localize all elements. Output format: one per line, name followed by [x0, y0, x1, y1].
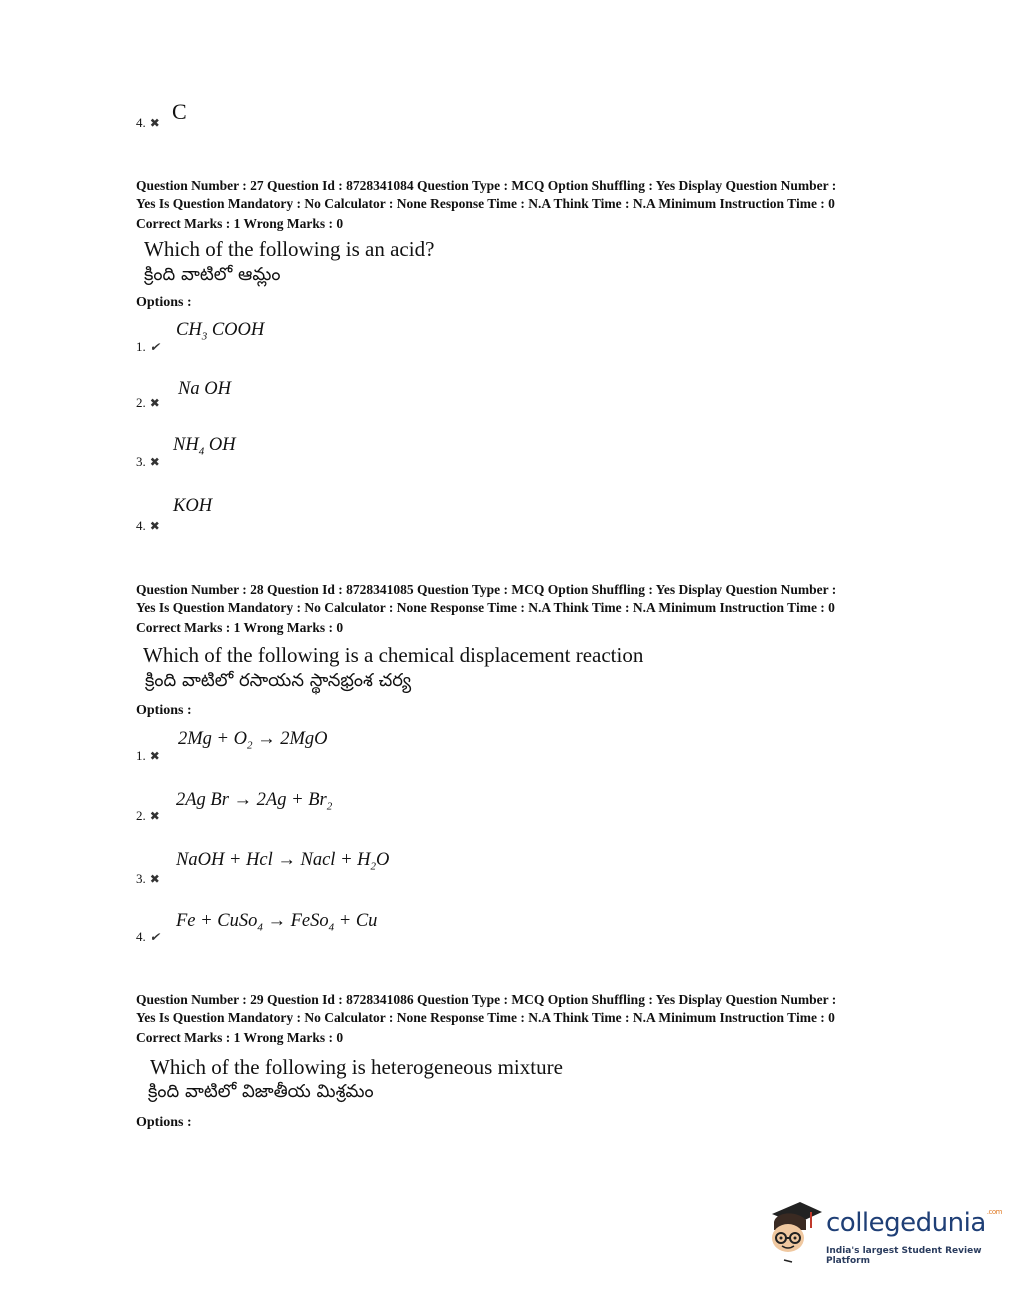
- formula-part: COOH: [207, 320, 265, 340]
- correct-mark-icon: ✔: [149, 340, 160, 354]
- formula-subscript: 2: [370, 860, 377, 873]
- formula-part: 2Ag Br → 2Ag + Br: [176, 790, 327, 810]
- formula-part: → 2MgO: [252, 729, 328, 749]
- formula-part: NaOH + Hcl → Nacl + H: [176, 850, 371, 870]
- option-index: 2.: [136, 395, 146, 410]
- marks-line: Correct Marks : 1 Wrong Marks : 0: [136, 620, 344, 635]
- option-formula: [173, 435, 236, 458]
- option-index: 3.: [136, 871, 146, 886]
- option-number: [136, 748, 160, 764]
- options-label: Options :: [136, 295, 192, 310]
- option-index: 4.: [136, 518, 146, 533]
- wrong-mark-icon: ✖: [149, 749, 160, 763]
- question-29-meta: [136, 991, 906, 1047]
- formula-part: 2Mg + O: [178, 729, 248, 749]
- wrong-mark-icon: ✖: [149, 116, 160, 130]
- option-index: 4.: [136, 929, 146, 944]
- option-index: 1.: [136, 748, 146, 763]
- formula-subscript: 4: [257, 921, 263, 934]
- option-formula: [176, 320, 264, 343]
- option-formula: [176, 911, 377, 934]
- marks-line: Correct Marks : 1 Wrong Marks : 0: [136, 1030, 344, 1045]
- option-formula: [176, 850, 389, 873]
- option-number: [136, 454, 160, 470]
- wrong-mark-icon: ✖: [149, 872, 160, 886]
- question-27-text-en: Which of the following is an acid?: [144, 237, 435, 261]
- option-index: 3.: [136, 454, 146, 469]
- formula-subscript: 2: [247, 739, 253, 752]
- meta-line: Question Number : 29 Question Id : 8728341086 Question Type : MCQ Option Shuffling : Yes Display Question Number :: [136, 992, 837, 1007]
- marks-line: Correct Marks : 1 Wrong Marks : 0: [136, 216, 344, 231]
- formula-part: O: [376, 850, 390, 870]
- formula-subscript: 4: [198, 445, 205, 458]
- option-formula: [176, 790, 332, 813]
- meta-line: Question Number : 27 Question Id : 8728341084 Question Type : MCQ Option Shuffling : Yes Display Question Number :: [136, 178, 837, 193]
- question-29-text-en: Which of the following is heterogeneous mixture: [150, 1055, 563, 1079]
- logo-wordmark: [826, 1208, 1002, 1238]
- formula-subscript: 3: [201, 330, 208, 343]
- question-27-text-te: క్రింది వాటిలో ఆమ్లం: [144, 264, 281, 285]
- meta-line: Question Number : 28 Question Id : 8728341085 Question Type : MCQ Option Shuffling : Yes Display Question Number :: [136, 582, 837, 597]
- wrong-mark-icon: ✖: [149, 519, 160, 533]
- option-index: 2.: [136, 808, 146, 823]
- question-27-meta: [136, 177, 906, 233]
- option-formula: [178, 379, 231, 400]
- wrong-mark-icon: ✖: [149, 396, 160, 410]
- formula-part: Fe + CuSo: [176, 911, 258, 931]
- formula-subscript: 4: [328, 921, 335, 934]
- options-label: Options :: [136, 1115, 192, 1130]
- option-index: 1.: [136, 339, 146, 354]
- option-number: [136, 929, 160, 945]
- formula-part: KOH: [173, 496, 213, 516]
- meta-line: Yes Is Question Mandatory : No Calculator : None Response Time : N.A Think Time : N.A Minimum Instruction Time : 0: [136, 599, 835, 615]
- option-formula: [173, 496, 212, 517]
- question-29-text-te: క్రింది వాటిలో విజాతీయ మిశ్రమం: [148, 1081, 374, 1102]
- option-number: [136, 871, 160, 887]
- wrong-mark-icon: ✖: [149, 455, 160, 469]
- formula-part: OH: [204, 435, 236, 455]
- option-number: [136, 339, 160, 355]
- formula-part: NH: [173, 435, 199, 455]
- formula-part: → FeSo: [262, 911, 329, 931]
- option-formula: [178, 729, 328, 752]
- option-number: [136, 395, 160, 411]
- option-number: [136, 518, 160, 534]
- option-number: [136, 808, 160, 824]
- carry-over-option-text: C: [172, 99, 187, 124]
- logo-suffix: .com: [986, 1208, 1002, 1216]
- formula-part: CH: [176, 320, 202, 340]
- question-28-text-te: క్రింది వాటిలో రసాయన స్థానభ్రంశ చర్య: [145, 670, 412, 691]
- option-number: 4.: [136, 115, 146, 130]
- formula-part: + Cu: [334, 911, 378, 931]
- logo-mascot-icon: [766, 1200, 822, 1260]
- correct-mark-icon: ✔: [149, 930, 160, 944]
- meta-line: Yes Is Question Mandatory : No Calculator : None Response Time : N.A Think Time : N.A Minimum Instruction Time : 0: [136, 1009, 835, 1025]
- options-label: Options :: [136, 703, 192, 718]
- logo-tagline: India's largest Student Review Platform: [826, 1246, 982, 1266]
- formula-subscript: 2: [326, 800, 333, 813]
- formula-part: Na OH: [178, 379, 231, 399]
- meta-line: Yes Is Question Mandatory : No Calculator : None Response Time : N.A Think Time : N.A Minimum Instruction Time : 0: [136, 195, 835, 211]
- wrong-mark-icon: ✖: [149, 809, 160, 823]
- question-28-text-en: Which of the following is a chemical displacement reaction: [143, 643, 644, 667]
- logo-name: collegedunia: [826, 1208, 986, 1238]
- question-28-meta: [136, 581, 906, 637]
- carry-over-option-number: [136, 115, 160, 131]
